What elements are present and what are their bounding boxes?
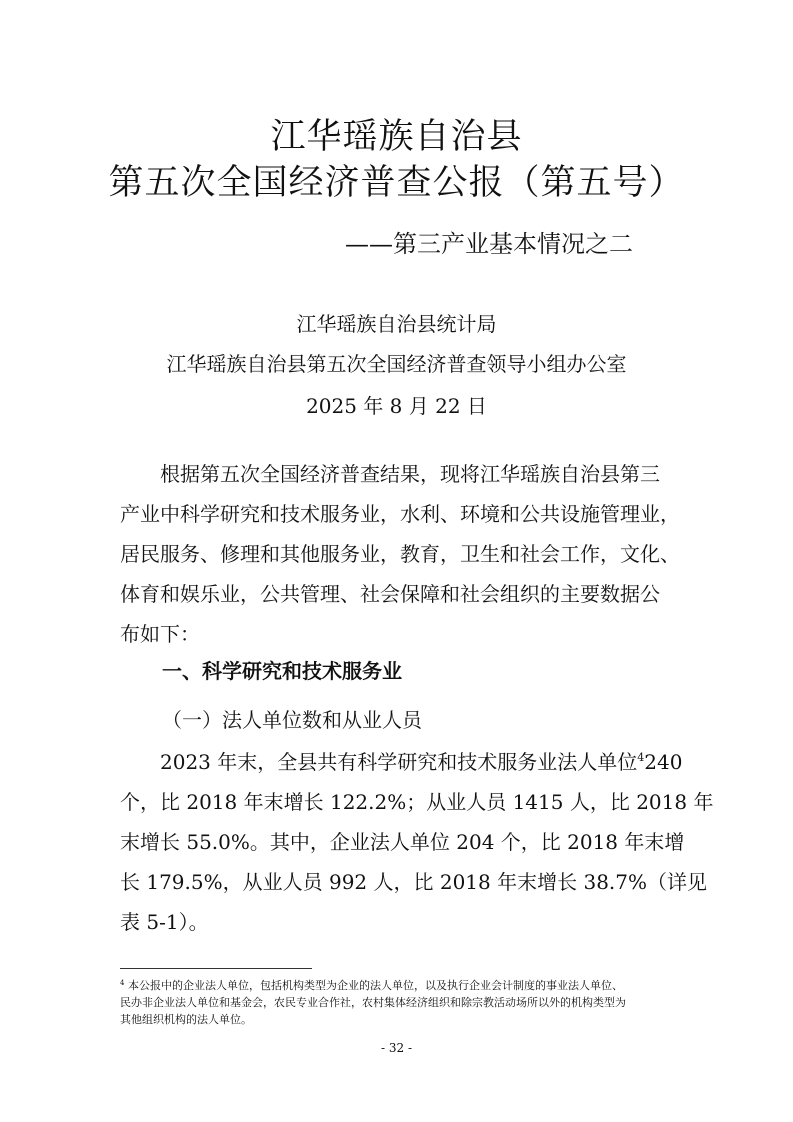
section-line-text: 2023 年末，全县共有科学研究和技术服务业法人单位 xyxy=(160,750,638,774)
footnote-number: 4 xyxy=(120,979,125,987)
section-line xyxy=(120,742,683,782)
intro-line: 产业中科学研究和技术服务业，水利、环境和公共设施管理业， xyxy=(120,502,680,526)
section-line: 个，比 2018 年末增长 122.2%；从业人员 1415 人，比 2018 年 xyxy=(120,790,714,814)
report-title-line-1: 江华瑶族自治县 xyxy=(270,117,523,157)
section-line: 表 5-1）。 xyxy=(120,910,209,934)
section-paragraph xyxy=(120,742,714,942)
footnote xyxy=(120,977,680,1028)
issuer-office: 江华瑶族自治县第五次全国经济普查领导小组办公室 xyxy=(166,352,627,376)
footnote-marker[interactable]: 4 xyxy=(637,751,645,764)
report-subtitle: ——第三产业基本情况之二 xyxy=(345,230,633,258)
intro-line: 根据第五次全国经济普查结果，现将江华瑶族自治县第三 xyxy=(160,462,660,486)
intro-line: 布如下： xyxy=(120,622,200,646)
issuer-bureau: 江华瑶族自治县统计局 xyxy=(296,312,497,336)
intro-line: 体育和娱乐业，公共管理、社会保障和社会组织的主要数据公 xyxy=(120,582,660,606)
section-heading: 一、科学研究和技术服务业 xyxy=(162,659,402,683)
page-number: - 32 - xyxy=(380,1041,412,1055)
section-line: 长 179.5%，从业人员 992 人，比 2018 年末增长 38.7%（详见 xyxy=(120,870,708,894)
footnote-line: 其他组织机构的法人单位。 xyxy=(120,1013,252,1026)
issue-date: 2025 年 8 月 22 日 xyxy=(306,394,487,418)
footnote-divider xyxy=(120,968,312,969)
subsection-heading: （一）法人单位数和从业人员 xyxy=(162,708,422,732)
report-title-line-2: 第五次全国经济普查公报（第五号） xyxy=(108,163,685,203)
footnote-text: 本公报中的企业法人单位，包括机构类型为企业的法人单位，以及执行企业会计制度的事业法人单位、 xyxy=(127,979,623,992)
intro-paragraph xyxy=(120,454,680,654)
section-line-text: 240 xyxy=(644,750,683,774)
footnote-line: 民办非企业法人单位和基金会，农民专业合作社，农村集体经济组织和除宗教活动场所以外的机构类型为 xyxy=(120,996,626,1009)
section-line: 末增长 55.0%。其中，企业法人单位 204 个，比 2018 年末增 xyxy=(120,830,685,854)
footnote-line xyxy=(120,977,680,994)
intro-line: 居民服务、修理和其他服务业，教育，卫生和社会工作，文化、 xyxy=(120,542,680,566)
